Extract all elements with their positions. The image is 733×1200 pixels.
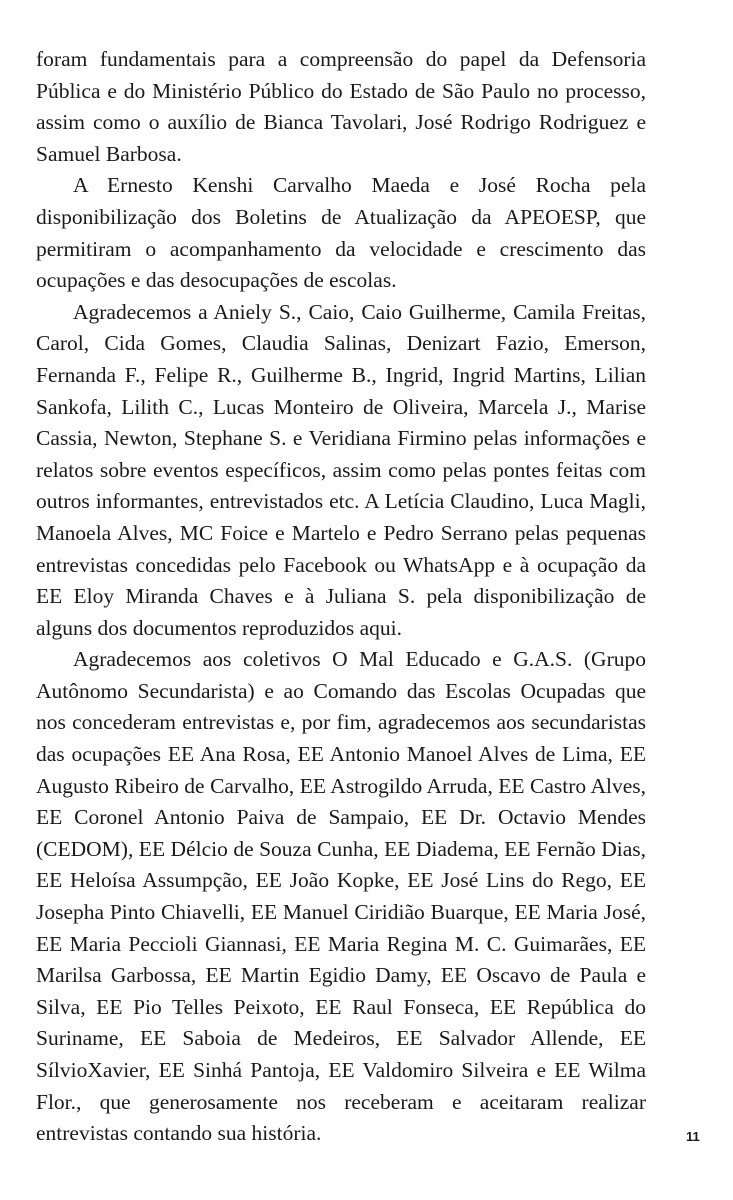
- paragraph-continuation: foram fundamentais para a compreensão do papel da Defensoria Pública e do Ministério Público do Estado de São Paulo no processo, assim como o auxílio de Bianca Tavolari, José Rodrigo Rodriguez e Samuel Barbosa.: [36, 47, 646, 166]
- body-text: [36, 44, 646, 1150]
- paragraph-informants-thanks: Agradecemos a Aniely S., Caio, Caio Guilherme, Camila Freitas, Carol, Cida Gomes, Claudia Salinas, Denizart Fazio, Emerson, Fernanda F., Felipe R., Guilherme B., Ingrid, Ingrid Martins, Lilian Sankofa, Lilith C., Lucas Monteiro de Oliveira, Marcela J., Marise Cassia, Newton, Stephane S. e Veridiana Firmino pelas informações e relatos sobre eventos específicos, assim como pelas pontes feitas com outros informantes, entrevistados etc. A Letícia Claudino, Luca Magli, Manoela Alves, MC Foice e Martelo e Pedro Serrano pelas pequenas entrevistas concedidas pelo Facebook ou WhatsApp e à ocupação da EE Eloy Miranda Chaves e à Juliana S. pela disponibilização de alguns dos documentos reproduzidos aqui.: [36, 299, 646, 640]
- page-number: 11: [686, 1129, 700, 1144]
- paragraph-apeoesp-thanks: A Ernesto Kenshi Carvalho Maeda e José Rocha pela disponibilização dos Boletins de Atualização da APEOESP, que permitiram o acompanhamento da velocidade e crescimento das ocupações e das desocupações de escolas.: [36, 173, 646, 293]
- paragraph-schools-thanks: Agradecemos aos coletivos O Mal Educado e G.A.S. (Grupo Autônomo Secundarista) e ao Comando das Escolas Ocupadas que nos concederam entrevistas e, por fim, agradecemos aos secundaristas das ocupações EE Ana Rosa, EE Antonio Manoel Alves de Lima, EE Augusto Ribeiro de Carvalho, EE Astrogildo Arruda, EE Castro Alves, EE Coronel Antonio Paiva de Sampaio, EE Dr. Octavio Mendes (CEDOM), EE Délcio de Souza Cunha, EE Diadema, EE Fernão Dias, EE Heloísa Assumpção, EE João Kopke, EE José Lins do Rego, EE Josepha Pinto Chiavelli, EE Manuel Ciridião Buarque, EE Maria José, EE Maria Peccioli Giannasi, EE Maria Regina M. C. Guimarães, EE Marilsa Garbossa, EE Martin Egidio Damy, EE Oscavo de Paula e Silva, EE Pio Telles Peixoto, EE Raul Fonseca, EE República do Suriname, EE Saboia de Medeiros, EE Salvador Allende, EE SílvioXavier, EE Sinhá Pantoja, EE Valdomiro Silveira e EE Wilma Flor., que generosamente nos receberam e aceitaram realizar entrevistas contando sua história.: [36, 647, 646, 1146]
